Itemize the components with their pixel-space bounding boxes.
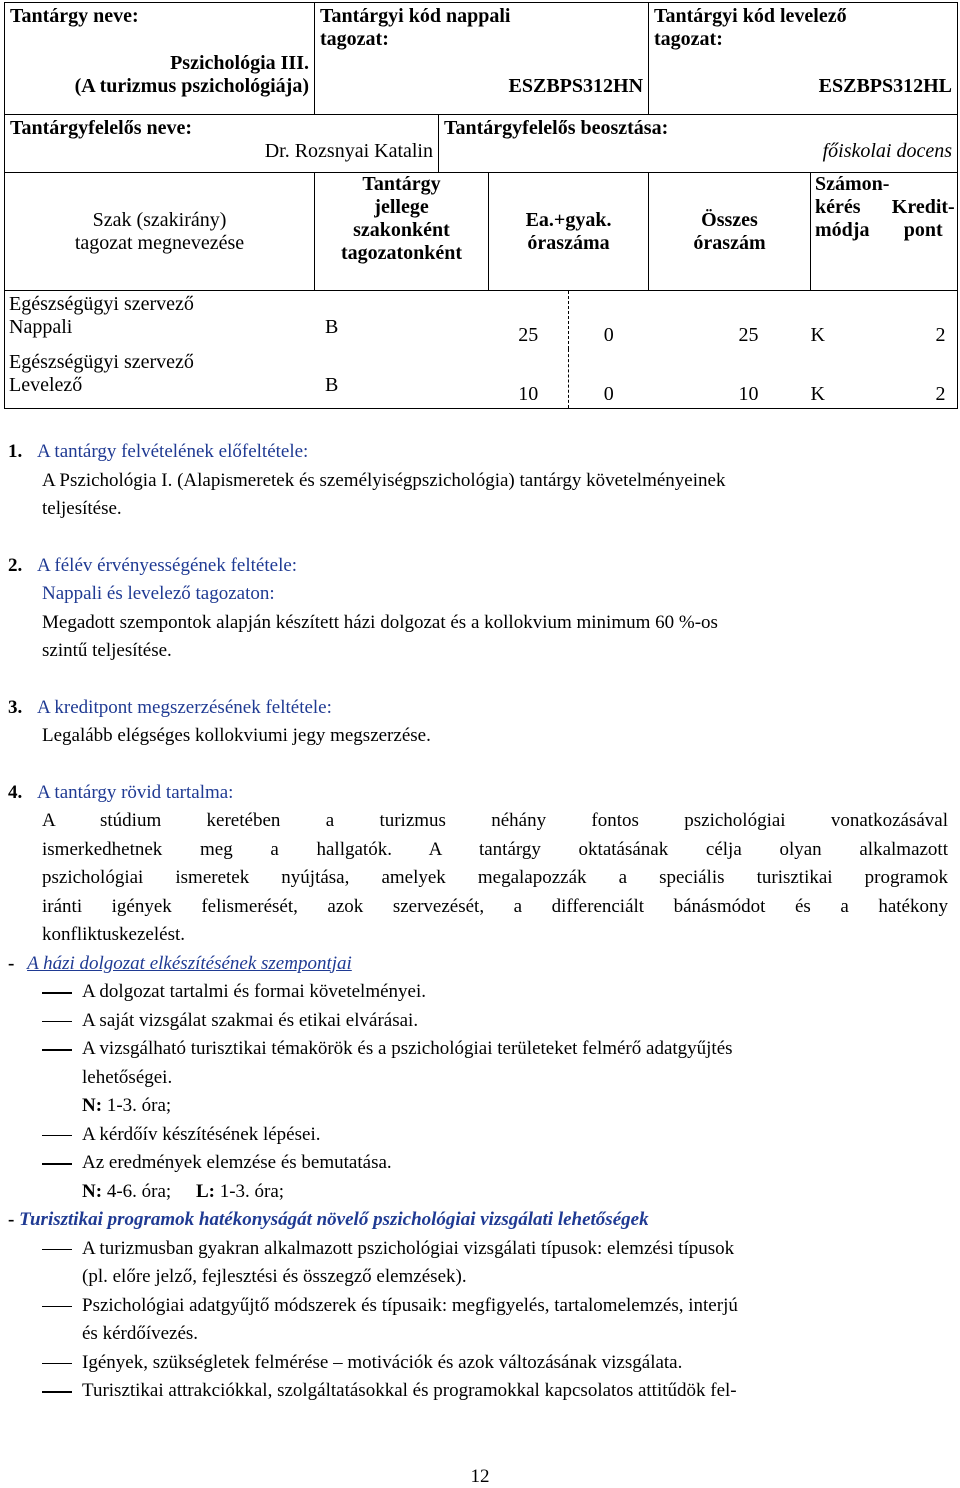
section-3-title — [8, 694, 948, 723]
col5-line1: Számon- — [815, 173, 890, 195]
section-4-p3: pszichológiai ismeretek nyújtása, amelyek megalapozzák a speciális turisztikai programok — [42, 867, 948, 888]
list-item: Az eredmények elemzése és bemutatása. — [8, 1149, 948, 1178]
list-item-continuation: (pl. előre jelző, fejlesztési és összegző elemzések). — [82, 1266, 467, 1287]
n2-value: 4-6. óra; — [106, 1180, 172, 1202]
code-day-label-1: Tantárgyi kód nappali — [320, 5, 511, 27]
col3-line2: óraszáma — [527, 231, 610, 254]
list-item: Turisztikai attrakciókkal, szolgáltatásokkal és programokkal kapcsolatos attitűdök fel- — [8, 1377, 948, 1406]
subheading-2-dash: - — [8, 1209, 15, 1230]
row-program: Egészségügyi szervező — [9, 293, 194, 315]
col1-line2: tagozat megnevezése — [74, 231, 245, 254]
row-type: B — [325, 373, 339, 396]
col5-line2: kérés — [815, 196, 861, 218]
code-day-label-2: tagozat: — [320, 28, 389, 50]
section-4-p4: iránti igények felismerését, azok szervezését, a differenciált bánásmódot és a hatékony — [42, 895, 948, 917]
row-mode: Nappali — [9, 316, 73, 338]
section-4-title — [8, 779, 948, 808]
section-2-title — [8, 552, 948, 581]
course-info-table — [4, 2, 958, 409]
position-label: Tantárgyfelelős beosztása: — [444, 117, 669, 139]
subject-name-cell — [5, 3, 315, 115]
subheading-2 — [8, 1206, 948, 1235]
code-day-value: ESZBPS312HN — [508, 75, 644, 97]
section-3-num: 3. — [8, 696, 23, 718]
col6-line1: Kredit- — [891, 196, 955, 218]
section-1-line1: A Pszichológia I. (Alapismeretek és személyiségpszichológia) tantárgy követelményeinek — [42, 469, 726, 491]
section-2-heading: A félév érvényességének feltétele: — [37, 554, 298, 576]
code-corr-value: ESZBPS312HL — [818, 75, 953, 97]
section-4-p2: ismerkedhetnek meg a hallgatók. A tantárgy oktatásának célja olyan alkalmazott — [42, 838, 948, 860]
section-4-p1: A stúdium keretében a turizmus néhány fontos pszichológiai vonatkozásával — [42, 810, 948, 831]
row-gy: 0 — [603, 323, 614, 346]
section-1-line2: teljesítése. — [42, 498, 122, 519]
col-total-header — [649, 173, 811, 291]
col4-line2: óraszám — [693, 231, 766, 254]
position-value: főiskolai docens — [822, 140, 953, 162]
col-program-header — [5, 173, 315, 291]
list-item: A kérdőív készítésének lépései. — [8, 1121, 948, 1150]
section-3-heading: A kreditpont megszerzésének feltétele: — [37, 696, 332, 718]
row-exam: K — [810, 383, 825, 405]
col-hours-header — [489, 173, 649, 291]
table-row — [5, 291, 958, 349]
row-ea: 10 — [518, 383, 539, 405]
subheading-1 — [8, 950, 948, 979]
col2-line3: szakonként — [353, 219, 450, 241]
list-item: Igények, szükségletek felmérése – motivációk és azok változásának vizsgálata. — [8, 1349, 948, 1378]
row-total: 25 — [738, 323, 759, 346]
code-day-cell — [315, 3, 649, 115]
hours-line-1 — [8, 1092, 948, 1121]
responsible-label: Tantárgyfelelős neve: — [10, 117, 193, 139]
subject-name-label: Tantárgy neve: — [10, 5, 139, 27]
list-item: Pszichológiai adatgyűjtő módszerek és típusaik: megfigyelés, tartalomelemzés, interjú — [8, 1292, 948, 1321]
section-1-title — [8, 438, 948, 467]
section-2-line2: szintű teljesítése. — [42, 640, 172, 661]
col-type-header — [315, 173, 489, 291]
section-2-num: 2. — [8, 554, 23, 576]
hours-line-2 — [8, 1178, 948, 1207]
n1-label: N: — [82, 1095, 103, 1116]
col2-line2: jellege — [374, 196, 429, 218]
subject-name-line1: Pszichológia III. — [170, 52, 309, 74]
row-mode: Levelező — [9, 373, 83, 396]
section-1-heading: A tantárgy felvételének előfeltétele: — [37, 441, 309, 462]
l2-label: L: — [195, 1180, 215, 1202]
subheading-2-text: Turisztikai programok hatékonyságát növelő pszichológiai vizsgálati lehetőségek — [19, 1209, 649, 1230]
col2-line1: Tantárgy — [362, 173, 441, 195]
row-program: Egészségügyi szervező — [9, 350, 194, 373]
row-exam: K — [810, 323, 825, 346]
section-4-p5: konfliktuskezelést. — [42, 924, 185, 945]
list-item: A dolgozat tartalmi és formai követelményei. — [8, 978, 948, 1007]
position-cell — [439, 115, 958, 173]
section-4-heading: A tantárgy rövid tartalma: — [37, 781, 234, 803]
row-gy: 0 — [603, 383, 614, 405]
col6-line2: pont — [903, 219, 943, 241]
section-2-line1: Megadott szempontok alapján készített házi dolgozat és a kollokvium minimum 60 %-os — [42, 611, 718, 633]
list-item: A turizmusban gyakran alkalmazott pszichológiai vizsgálati típusok: elemzési típusok — [8, 1235, 948, 1264]
code-corr-label-1: Tantárgyi kód levelező — [654, 5, 847, 27]
subheading-1-text: A házi dolgozat elkészítésének szempontjai — [27, 952, 352, 974]
col2-line4: tagozatonként — [340, 242, 463, 264]
row-type: B — [325, 316, 339, 338]
list-item-continuation: lehetőségei. — [82, 1066, 173, 1088]
section-3-line1: Legalább elégséges kollokviumi jegy megszerzése. — [42, 725, 431, 746]
section-1-num: 1. — [8, 441, 23, 462]
n2-label: N: — [82, 1180, 103, 1202]
responsible-value: Dr. Rozsnyai Katalin — [264, 140, 433, 162]
row-total: 10 — [738, 383, 759, 405]
code-corr-cell — [649, 3, 958, 115]
list-item: A vizsgálható turisztikai témakörök és a pszichológiai területeket felmérő adatgyűjtés — [8, 1035, 948, 1064]
section-4-num: 4. — [8, 781, 23, 803]
l2-value: 1-3. óra; — [219, 1180, 285, 1202]
col3-line1: Ea.+gyak. — [525, 208, 612, 231]
page-number: 12 — [470, 1466, 490, 1487]
list-item: A saját vizsgálat szakmai és etikai elvárásai. — [8, 1007, 948, 1036]
row-credit: 2 — [935, 323, 946, 346]
col1-line1: Szak (szakirány) — [92, 208, 227, 231]
code-corr-label-2: tagozat: — [654, 28, 723, 50]
subject-name-line2: (A turizmus pszichológiája) — [74, 75, 309, 97]
responsible-cell — [5, 115, 439, 173]
table-row — [5, 349, 958, 409]
col-exam-credit-header — [811, 173, 958, 291]
col5-line3: módja — [815, 219, 870, 241]
row-ea: 25 — [518, 323, 539, 346]
list-item-continuation: és kérdőívezés. — [82, 1323, 199, 1344]
n1-value: 1-3. óra; — [106, 1095, 172, 1116]
body-text — [8, 438, 948, 1406]
row-credit: 2 — [935, 383, 946, 405]
col4-line1: Összes — [701, 208, 758, 231]
subheading-1-dash: - — [8, 952, 15, 974]
section-2-sub: Nappali és levelező tagozaton: — [42, 583, 275, 604]
